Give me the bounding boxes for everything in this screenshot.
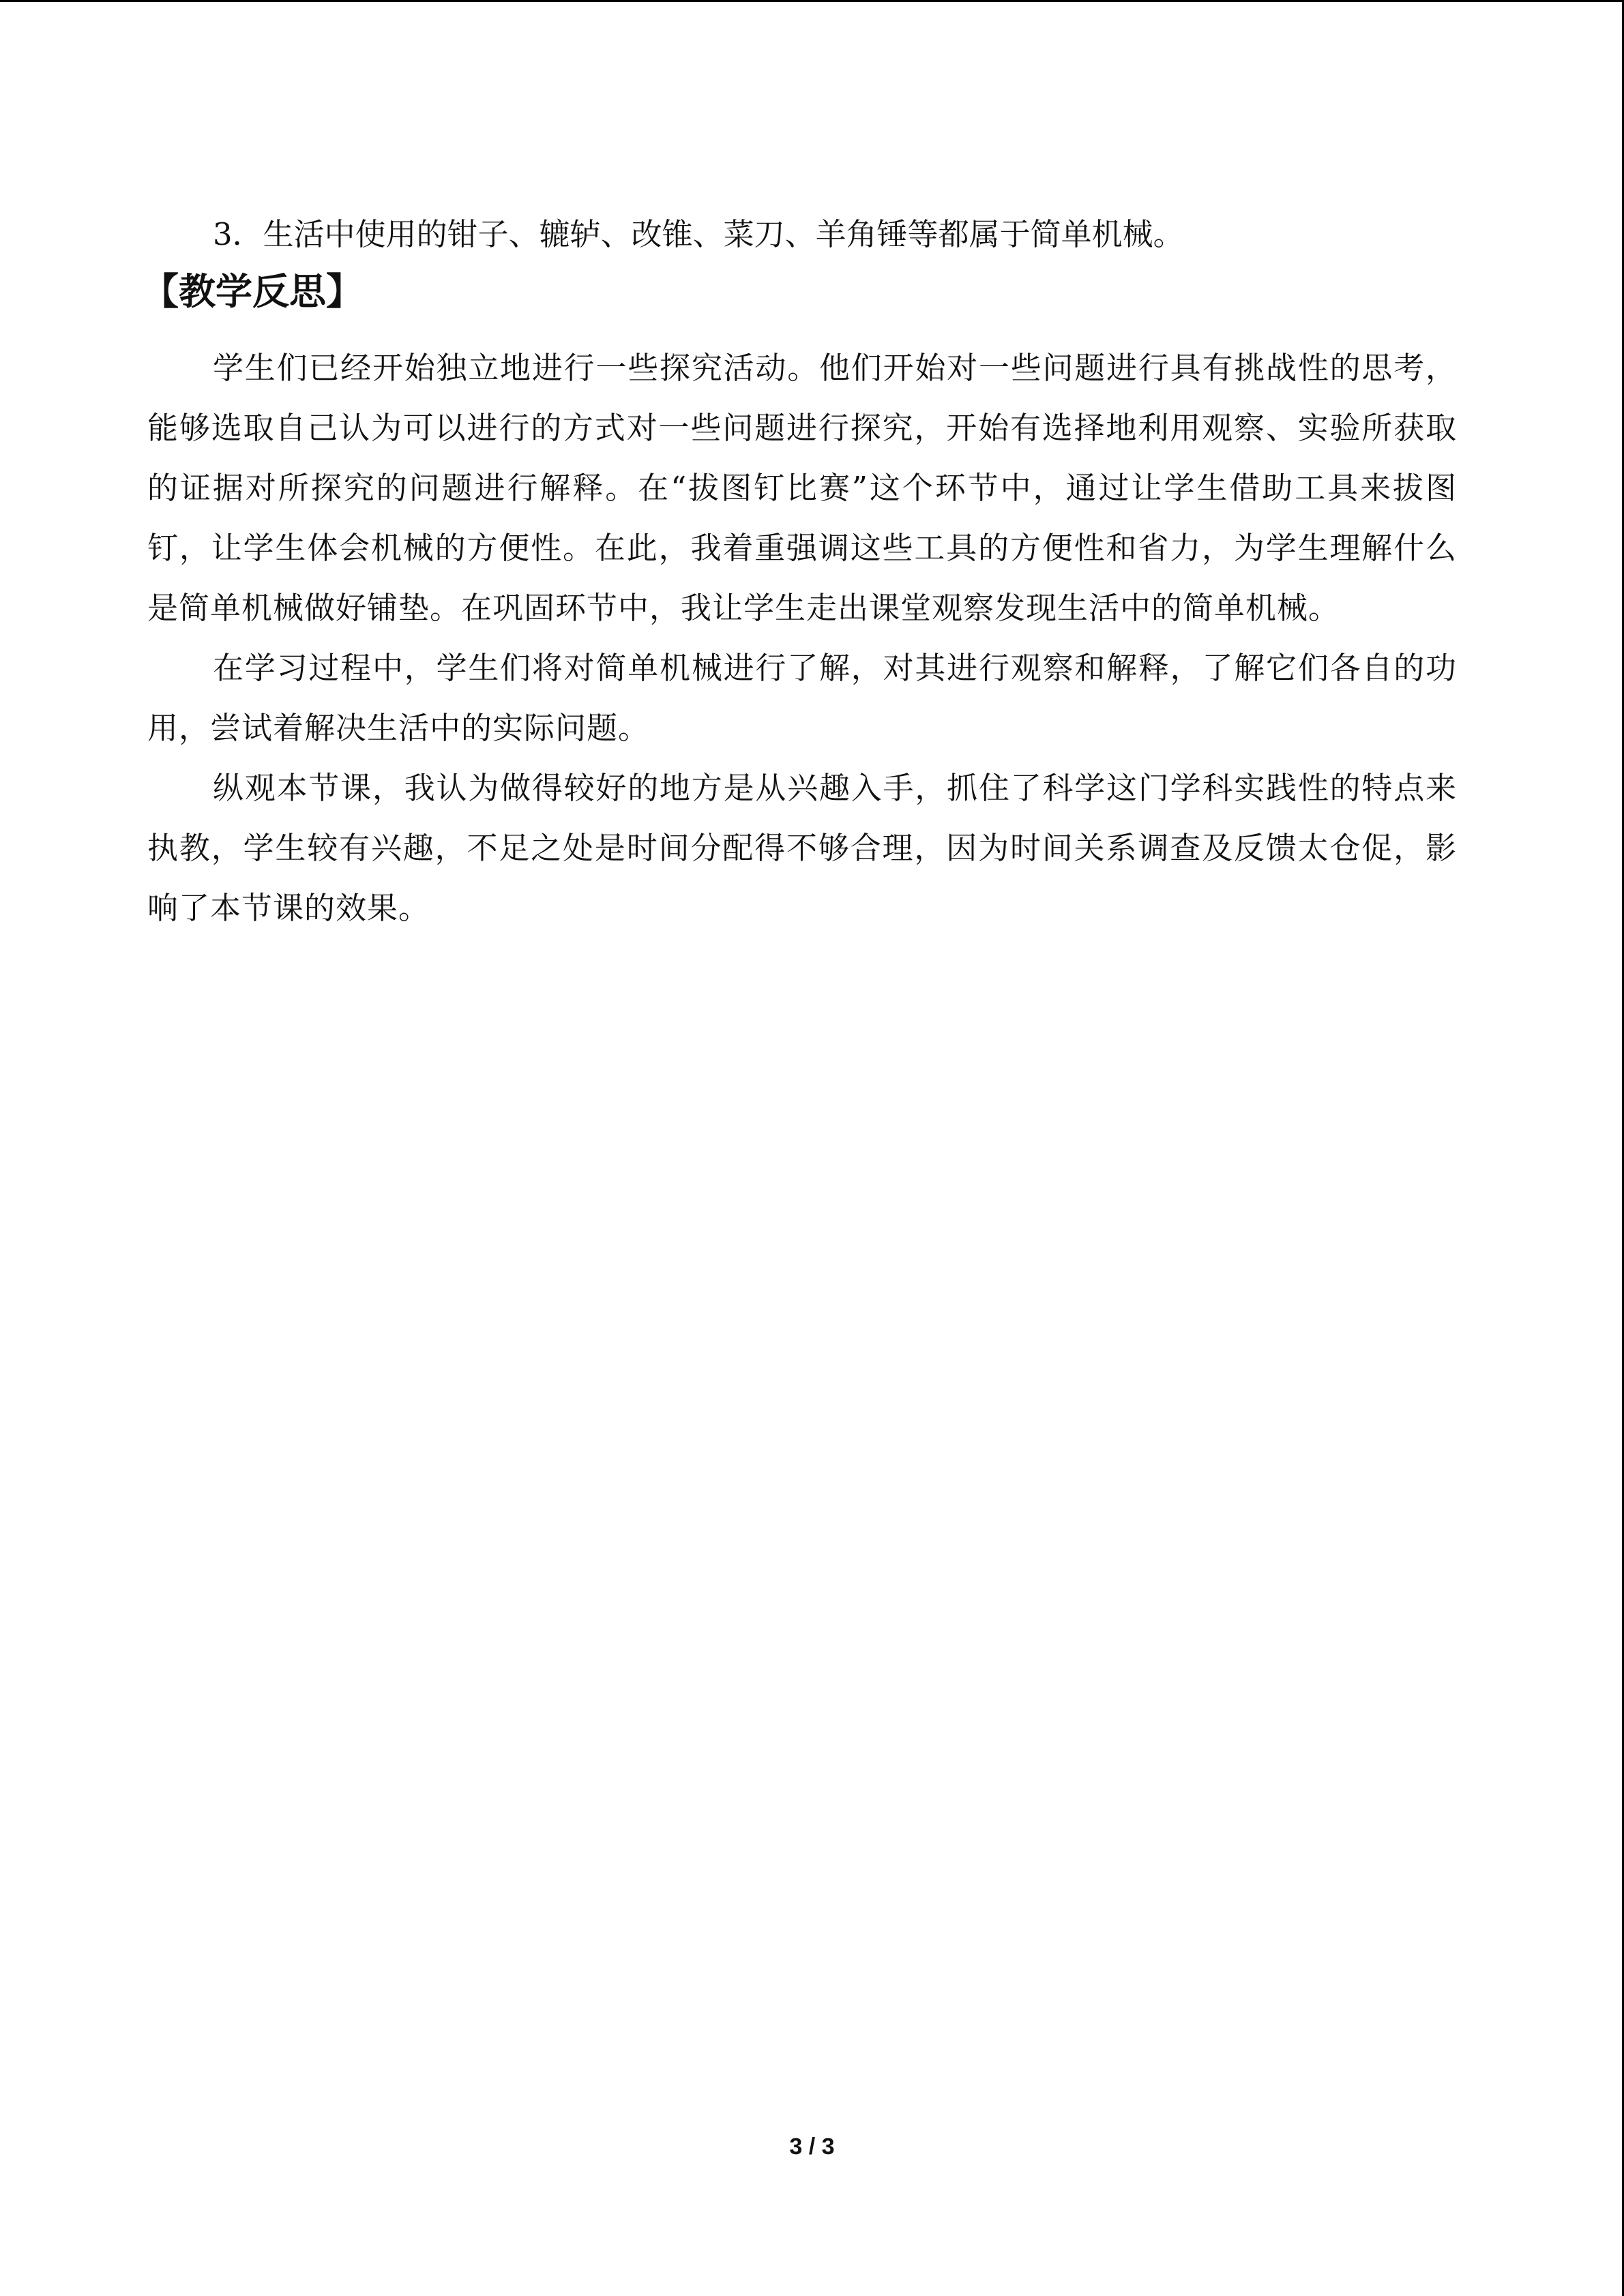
section-heading-teaching-reflection: 【教学反思】 [142,270,363,313]
list-item-3: 3．生活中使用的钳子、辘轳、改锥、菜刀、羊角锤等都属于简单机械。 [213,216,1184,252]
reflection-paragraph-3: 纵观本节课，我认为做得较好的地方是从兴趣入手，抓住了科学这门学科实践性的特点来执教，学生较有兴趣，不足之处是时间分配得不够合理，因为时间关系调查及反馈太仓促，影响了本节课的效果。 [147,770,1457,926]
reflection-paragraph-1: 学生们已经开始独立地进行一些探究活动。他们开始对一些问题进行具有挑战性的思考，能够选取自己认为可以进行的方式对一些问题进行探究，开始有选择地利用观察、实验所获取的证据对所探究的问题进行解释。在“拔图钉比赛”这个环节中，通过让学生借助工具来拔图钉，让学生体会机械的方便性。在此，我着重强调这些工具的方便性和省力，为学生理解什么是简单机械做好铺垫。在巩固环节中，我让学生走出课堂观察发现生活中的简单机械。 [147,350,1457,626]
reflection-paragraph-2: 在学习过程中，学生们将对简单机械进行了解，对其进行观察和解释，了解它们各自的功用，尝试着解决生活中的实际问题。 [147,650,1457,746]
page-top-border [0,0,1624,2]
document-body [142,205,1457,938]
page-number: 3 / 3 [789,2134,835,2160]
